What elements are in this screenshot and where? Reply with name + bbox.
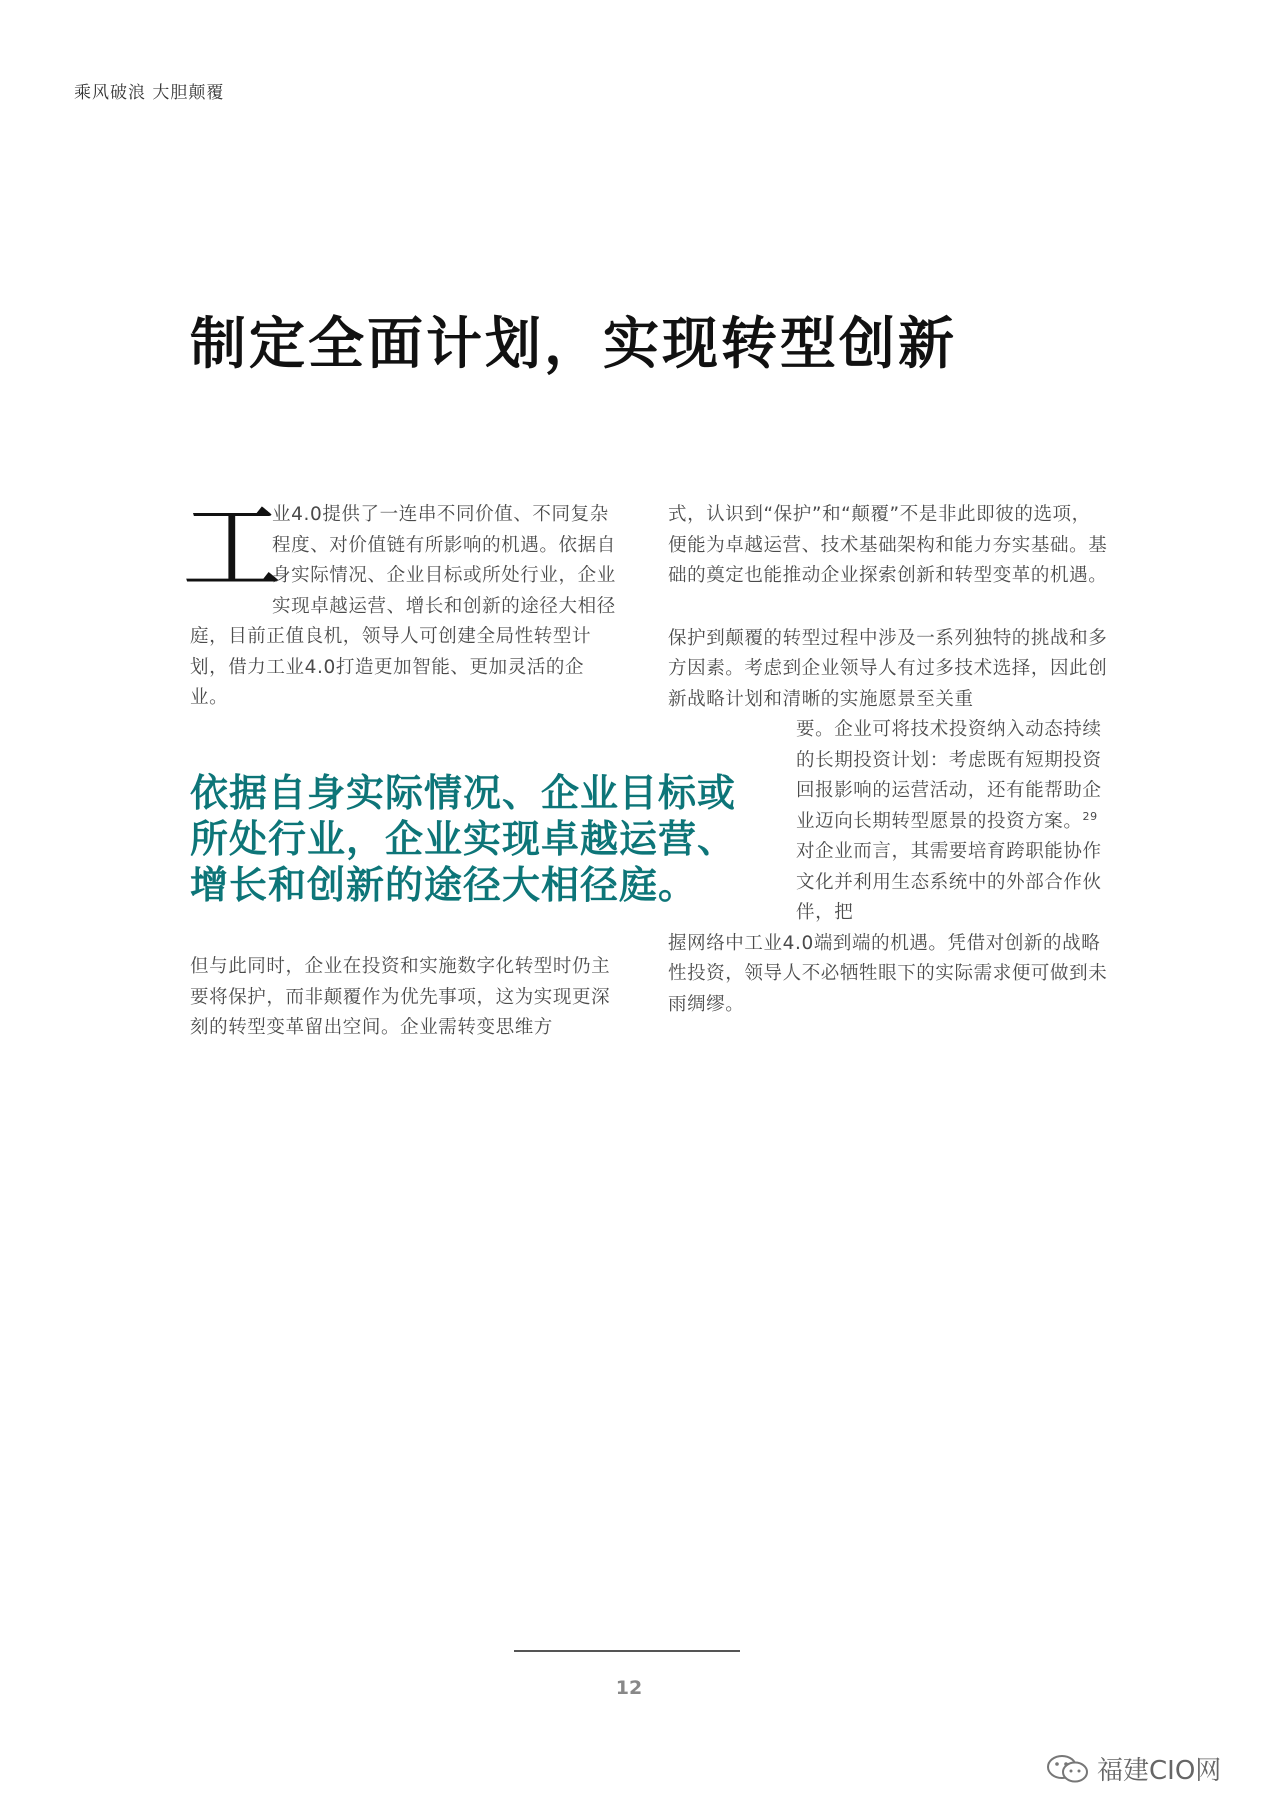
watermark — [1045, 1750, 1221, 1787]
page-title: 制定全面计划，实现转型创新 — [190, 312, 957, 377]
running-header: 乘风破浪 大胆颠覆 — [74, 83, 225, 103]
watermark-text: 福建CIO网 — [1097, 1756, 1222, 1786]
paragraph-4-end: 握网络中工业4.0端到端的机遇。凭借对创新的战略性投资，领导人不必牺牲眼下的实际需求便可做到未雨绸缪。 — [668, 932, 1108, 1015]
footnote-ref[interactable]: 29 — [1082, 809, 1098, 823]
paragraph-2: 但与此同时，企业在投资和实施数字化转型时仍主要将保护，而非颠覆作为优先事项，这为实现更深刻的转型变革留出空间。企业需转变思维方 — [190, 956, 611, 1038]
page-number: 12 — [615, 1677, 643, 1699]
paragraph-3: 式，认识到“保护”和“颠覆”不是非此即彼的选项，便能为卓越运营、技术基础架构和能力夯实基础。基础的奠定也能推动企业探索创新和转型变革的机遇。 — [668, 504, 1108, 586]
paragraph-4-continued: 对企业而言，其需要培育跨职能协作文化并利用生态系统中的外部合作伙伴，把 — [796, 841, 1102, 923]
dropcap: 工 — [182, 489, 283, 606]
footer-rule — [514, 1650, 740, 1652]
intro-paragraph: 业4.0提供了一连串不同价值、不同复杂程度、对价值链有所影响的机遇。依据自身实际情况、企业目标或所处行业，企业实现卓越运营、增长和创新的途径大相径庭，目前正值良机，领导人可创建全局性转型计划，借力工业4.0打造更加智能、更加灵活的企业。 — [190, 504, 616, 708]
paragraph-4-start: 保护到颠覆的转型过程中涉及一系列独特的挑战和多方因素。考虑到企业领导人有过多技术选择，因此创新战略计划和清晰的实施愿景至关重 — [668, 627, 1108, 710]
body-column-left-top — [182, 489, 620, 714]
body-column-right — [668, 500, 1108, 1020]
paragraph-4-middle: 要。企业可将技术投资纳入动态持续的长期投资计划：考虑既有短期投资回报影响的运营活动，还有能帮助企业迈向长期转型愿景的投资方案。 — [796, 719, 1102, 832]
pull-quote: 依据自身实际情况、企业目标或所处行业，企业实现卓越运营、增长和创新的途径大相径庭。 — [190, 771, 737, 907]
wrapped-text-block — [668, 715, 1108, 929]
body-column-left-bottom — [190, 952, 620, 1044]
wechat-icon — [1045, 1753, 1091, 1785]
